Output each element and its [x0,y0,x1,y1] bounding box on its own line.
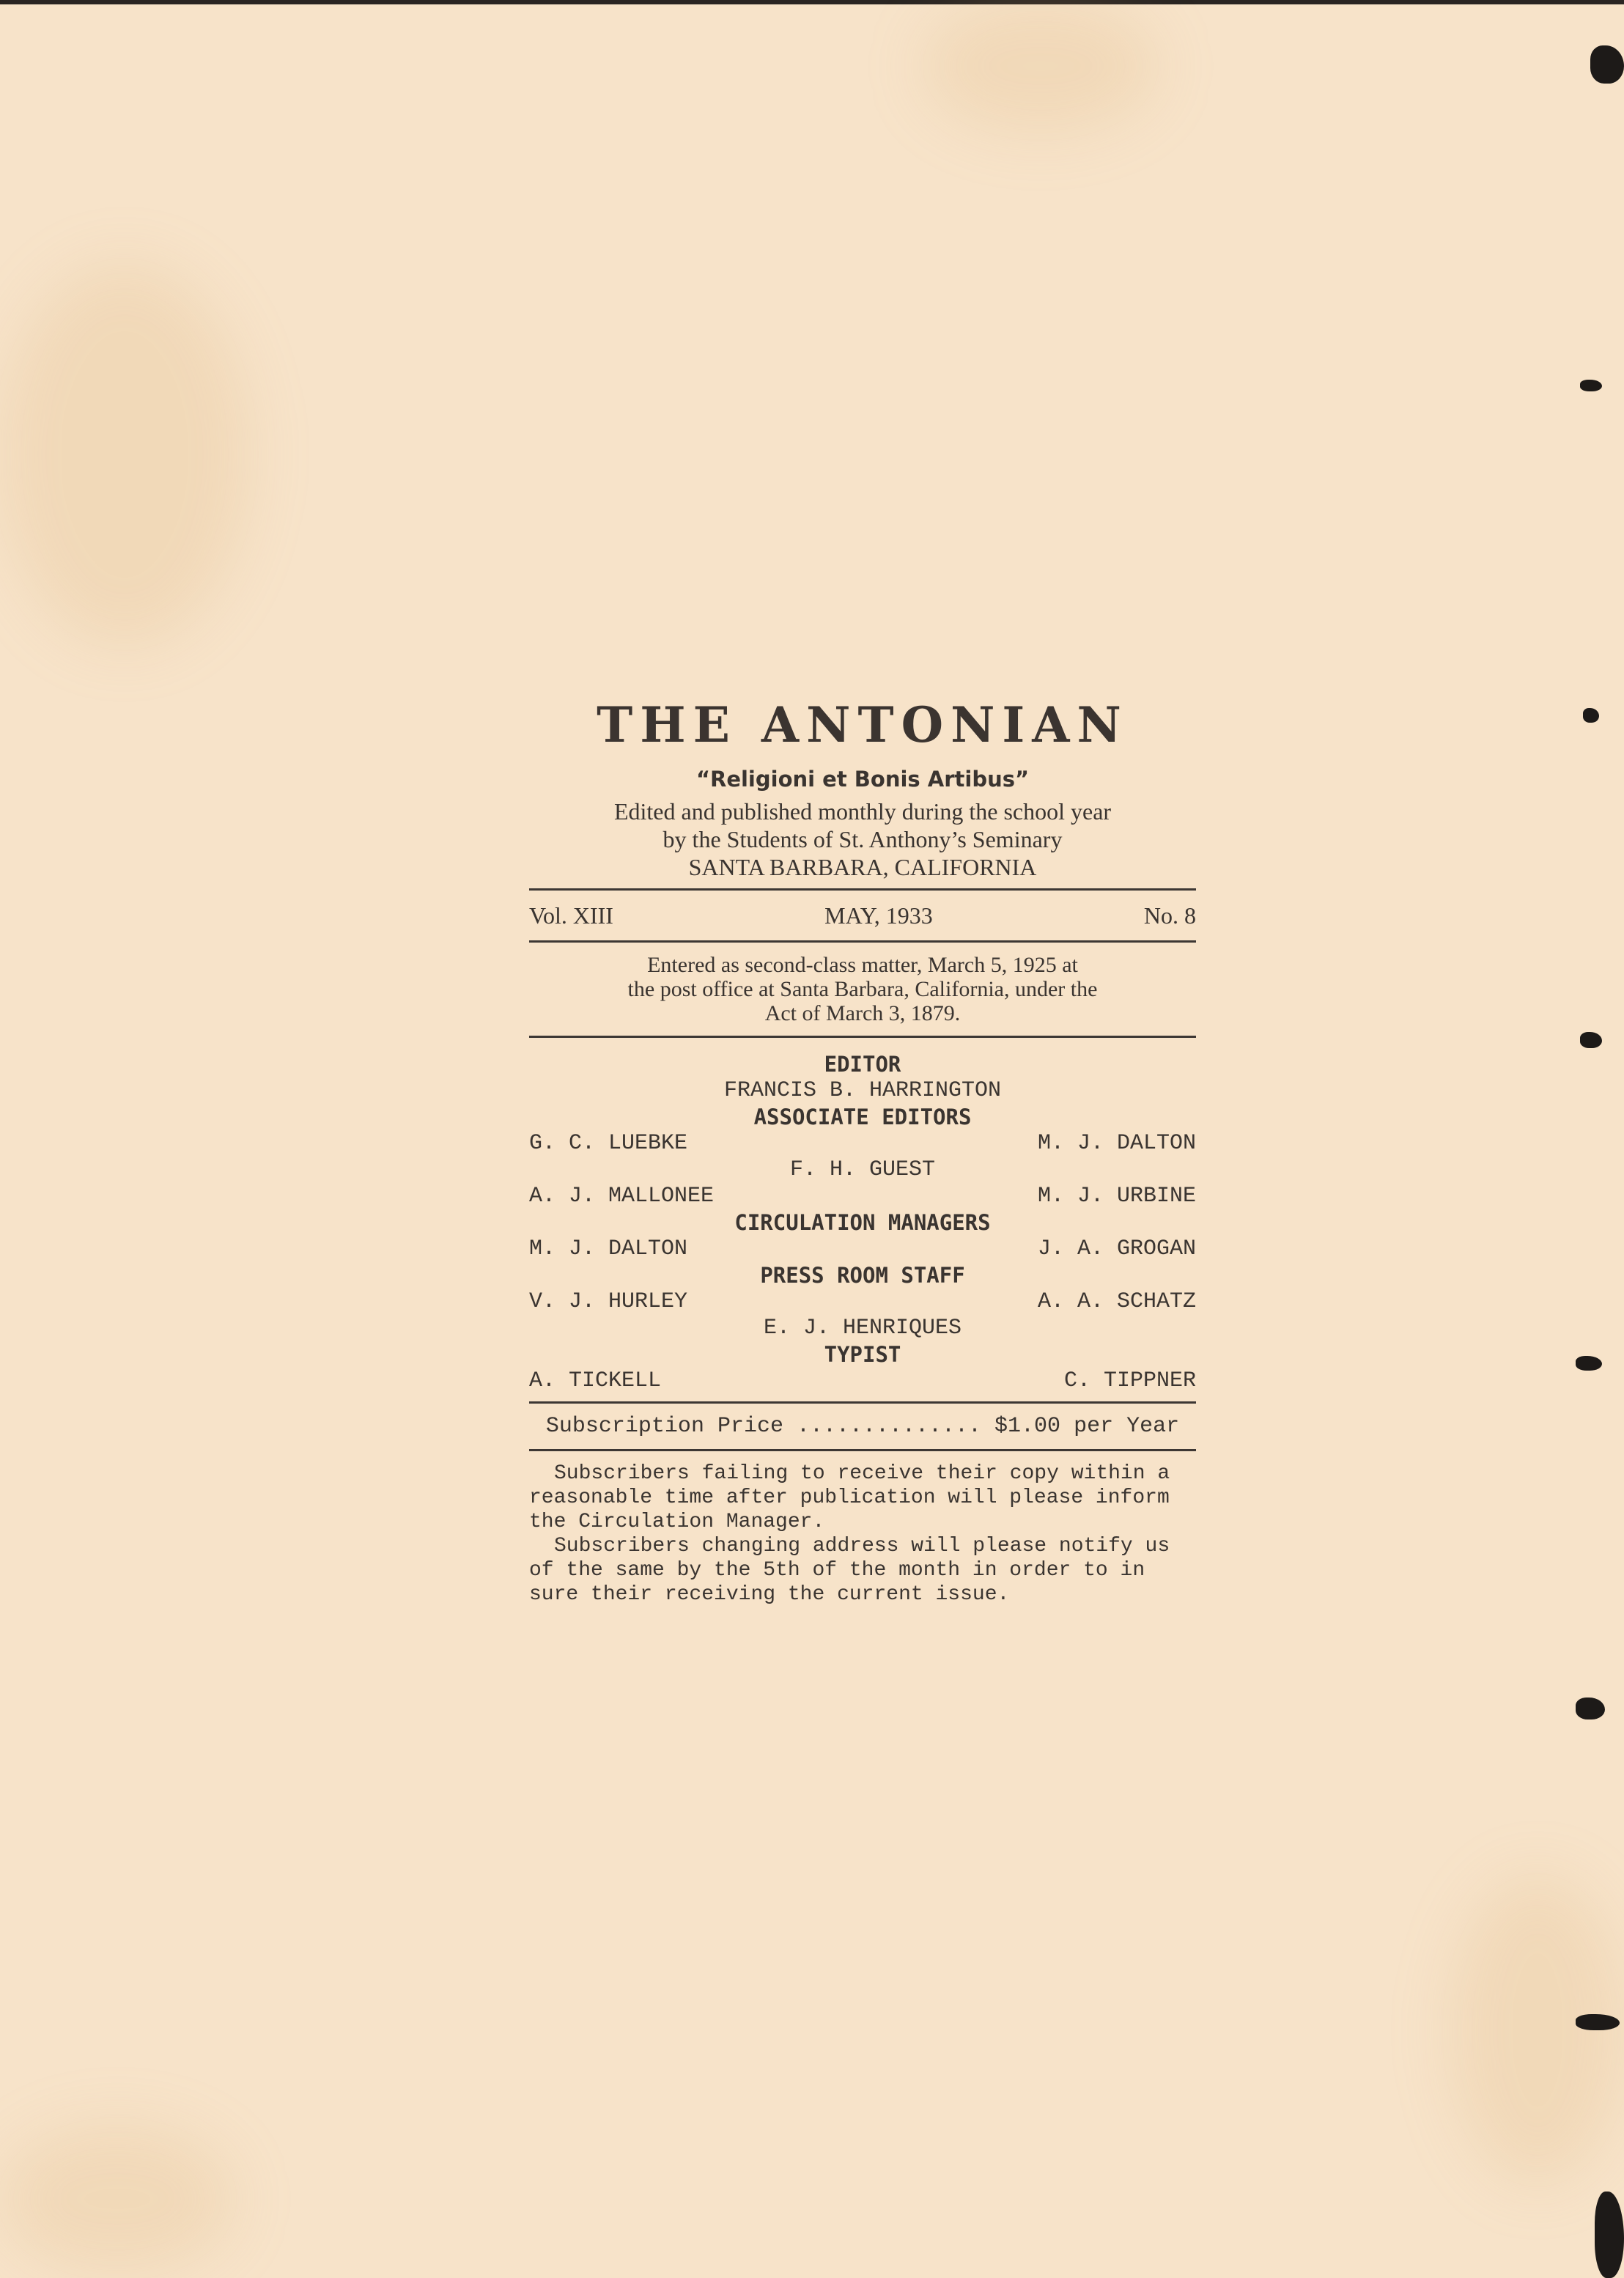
editor-name: FRANCIS B. HARRINGTON [723,1078,1002,1103]
staff-name: F. H. GUEST [789,1157,936,1182]
issue-line [529,898,1196,933]
divider [529,940,1196,943]
associate-editors-heading: ASSOCIATE EDITORS [753,1105,972,1129]
issue-date: MAY, 1933 [824,902,933,929]
staff-name: E. J. HENRIQUES [763,1316,962,1341]
binding-hole-mark [1595,2192,1624,2278]
binding-hole-mark [1580,380,1602,391]
divider [529,888,1196,891]
page-top-edge [0,0,1624,4]
dot-leader: .............. [796,1414,982,1439]
paragraph-line: Subscribers changing address will please notify us [554,1535,1170,1558]
divider [529,1036,1196,1038]
editor-heading: EDITOR [824,1052,901,1077]
location-line: SANTA BARBARA, CALIFORNIA [688,854,1037,880]
notice-line: the post office at Santa Barbara, California, under the [627,977,1098,1001]
volume: Vol. XIII [529,902,613,929]
staff-name: M. J. DALTON [1037,1131,1196,1156]
typist-heading: TYPIST [824,1342,901,1367]
subscription-price: $1.00 per Year [994,1414,1180,1439]
divider [529,1449,1196,1451]
staff-name: V. J. HURLEY [529,1289,688,1314]
subscription-line [529,1411,1196,1442]
paper-stain [0,264,249,645]
binding-hole-mark [1583,708,1599,723]
subscription-label: Subscription Price [545,1414,783,1439]
binding-hole-mark [1576,1698,1605,1719]
staff-name: M. J. DALTON [529,1236,688,1261]
paper-stain [1451,1876,1624,2184]
staff-name: C. TIPPNER [1063,1368,1196,1393]
entry-notice [529,950,1196,1028]
staff-name: M. J. URBINE [1037,1184,1196,1209]
paragraph-line: sure their receiving the current issue. [529,1583,1010,1606]
notice-paragraph [529,1534,1196,1607]
staff-row [529,1236,1196,1262]
notice-line: Entered as second-class matter, March 5, 1925 at [647,953,1078,977]
staff-name: G. C. LUEBKE [529,1131,688,1156]
staff-name: A. J. MALLONEE [529,1184,715,1209]
staff-name: A. A. SCHATZ [1037,1289,1196,1314]
staff-row [529,1183,1196,1209]
paper-stain [0,2126,235,2272]
binding-hole-mark [1590,45,1624,84]
staff-row [529,1289,1196,1315]
paragraph-line: reasonable time after publication will please inform [529,1486,1170,1509]
divider [529,1401,1196,1404]
paper-stain [923,0,1158,132]
notice-line: Act of March 3, 1879. [764,1001,961,1025]
notice-paragraph [529,1461,1196,1534]
paragraph-line: the Circulation Manager. [529,1511,825,1533]
circulation-managers-heading: CIRCULATION MANAGERS [734,1210,991,1235]
motto: “Religioni et Bonis Artibus” [695,767,1030,792]
staff-row [529,1130,1196,1157]
issue-number: No. 8 [1143,902,1196,929]
binding-hole-mark [1576,2014,1620,2030]
masthead-block [529,696,1196,1607]
staff-name: J. A. GROGAN [1037,1236,1196,1261]
binding-hole-mark [1580,1032,1602,1048]
paragraph-line: of the same by the 5th of the month in order to in [529,1559,1145,1582]
press-room-staff-heading: PRESS ROOM STAFF [760,1263,965,1288]
publication-line: Edited and published monthly during the school year [613,798,1112,825]
publication-line: by the Students of St. Anthony’s Seminary [662,826,1063,852]
binding-hole-mark [1576,1356,1602,1371]
staff-row [529,1368,1196,1394]
paragraph-line: Subscribers failing to receive their copy within a [554,1462,1170,1485]
publication-title: THE ANTONIAN [597,696,1129,753]
staff-name: A. TICKELL [529,1368,662,1393]
